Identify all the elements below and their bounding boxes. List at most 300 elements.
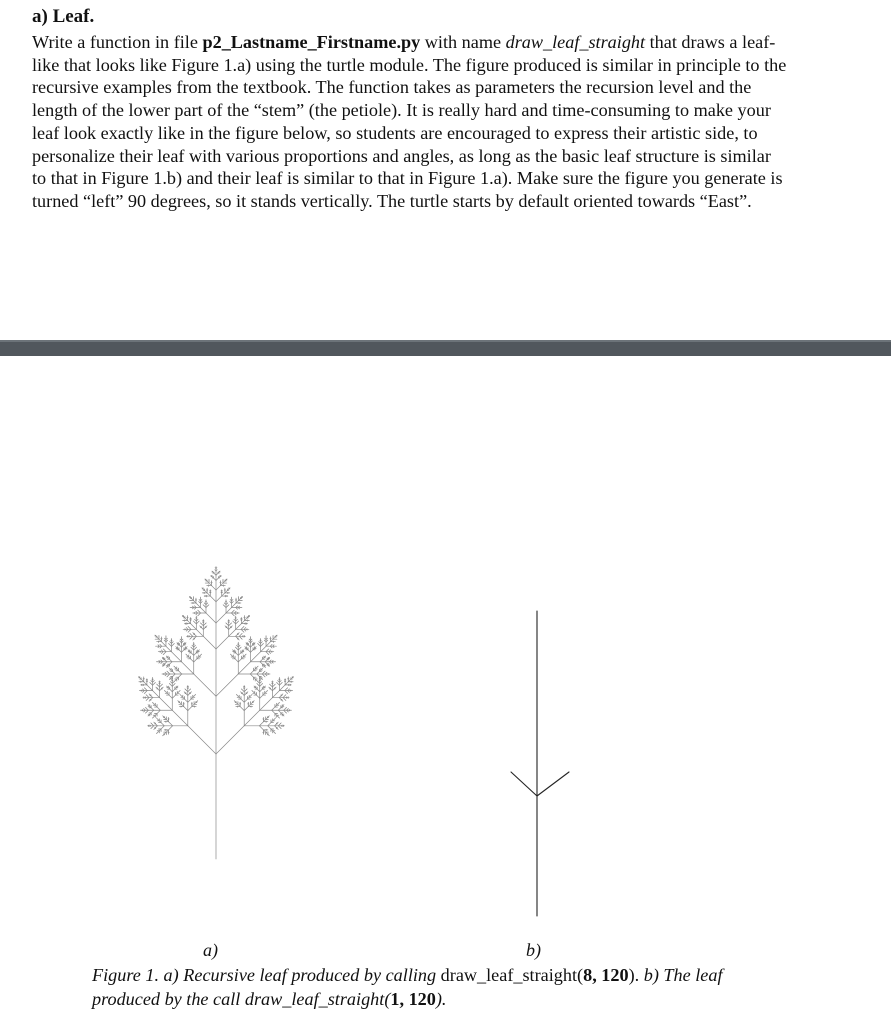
leaf-stroke — [190, 639, 191, 640]
figure-caption — [92, 963, 872, 1011]
leaf-stroke — [185, 643, 186, 644]
leaf-stroke — [246, 643, 247, 644]
leaf-stroke — [278, 680, 279, 681]
leaf-stroke — [262, 668, 263, 669]
leaf-stroke — [180, 694, 181, 695]
leaf-stroke — [232, 626, 233, 627]
leaf-stroke — [244, 710, 260, 726]
arguments-text: 1, 120 — [390, 989, 436, 1009]
leaf-stroke — [193, 621, 194, 622]
leaf-stroke — [282, 694, 283, 695]
leaf-stroke — [216, 613, 226, 623]
leaf-stroke — [199, 650, 200, 651]
leaf-stroke — [192, 645, 193, 646]
leaf-stroke — [161, 653, 162, 654]
leaf-stroke — [186, 654, 187, 655]
leaf-stroke — [190, 633, 191, 634]
leaf-stroke — [275, 684, 276, 685]
leaf-stroke — [244, 699, 247, 702]
leaf-stroke — [216, 596, 222, 602]
text-run: ). — [435, 989, 447, 1009]
leaf-stroke — [234, 619, 235, 620]
leaf-stroke — [144, 709, 145, 710]
leaf-stroke — [271, 647, 272, 648]
paragraph-line-5: leaf look exactly like in the figure below, so students are encouraged to express their artistic side, to — [32, 122, 758, 143]
leaf-stroke — [283, 705, 284, 706]
leaf-stroke — [281, 680, 282, 681]
leaf-stroke — [206, 626, 207, 627]
leaf-stroke — [157, 710, 160, 713]
leaf-stroke — [260, 698, 273, 711]
leaf-stroke — [225, 590, 228, 593]
leaf-stroke — [255, 643, 256, 644]
leaf-stroke — [207, 593, 210, 596]
leaf-stroke — [194, 606, 195, 607]
leaf-stroke — [156, 733, 157, 734]
leaf-stroke — [257, 681, 258, 682]
caption-line-2 — [92, 987, 872, 1011]
leaf-stroke — [289, 689, 290, 690]
leaf-stroke — [222, 593, 225, 596]
leaf-stroke — [250, 671, 253, 674]
leaf-stroke — [169, 643, 170, 644]
leaf-stroke — [174, 643, 175, 644]
leaf-stroke — [242, 633, 243, 634]
leaf-stroke — [172, 689, 175, 692]
leaf-stroke — [167, 676, 168, 677]
leaf-stroke — [196, 647, 197, 648]
leaf-stroke — [162, 687, 163, 688]
leaf-stroke — [245, 647, 246, 648]
leaf-stroke — [166, 646, 172, 652]
leaf-stroke — [282, 682, 283, 683]
leaf-stroke — [271, 660, 272, 661]
leaf-stroke — [154, 722, 155, 723]
leaf-stroke — [216, 636, 229, 649]
leaf-stroke — [252, 690, 253, 691]
leaf-stroke — [195, 645, 196, 646]
leaf-stroke — [161, 642, 166, 647]
leaf-stroke — [178, 701, 179, 702]
leaf-stroke — [149, 700, 150, 701]
leaf-stroke — [267, 640, 268, 641]
leaf-stroke — [257, 689, 260, 692]
leaf-stroke — [188, 726, 216, 754]
leaf-stroke — [232, 603, 237, 608]
leaf-stroke — [274, 647, 275, 648]
leaf-stroke — [197, 701, 198, 702]
leaf-stroke — [151, 723, 152, 724]
leaf-stroke — [269, 666, 270, 667]
leaf-stroke — [223, 605, 224, 606]
leaf-stroke — [248, 650, 251, 653]
leaf-stroke — [171, 682, 172, 683]
leaf-stroke — [167, 638, 168, 639]
leaf-stroke — [263, 643, 264, 644]
leaf-stroke — [243, 626, 244, 627]
leaf-stroke — [281, 728, 282, 729]
leaf-stroke — [185, 689, 186, 690]
leaf-stroke — [152, 702, 153, 703]
leaf-stroke — [162, 684, 163, 685]
leaf-stroke — [251, 652, 261, 662]
leaf-stroke — [268, 723, 271, 726]
leaf-stroke — [262, 642, 263, 643]
leaf-stroke — [260, 662, 263, 665]
leaf-stroke — [200, 626, 201, 627]
leaf-stroke — [271, 639, 273, 641]
leaf-stroke — [262, 679, 263, 680]
leaf-stroke — [268, 649, 269, 650]
leaf-stroke — [257, 674, 260, 677]
leaf-stroke — [197, 619, 198, 620]
leaf-stroke — [203, 605, 204, 606]
leaf-stroke — [181, 662, 193, 674]
leaf-stroke — [169, 726, 173, 730]
leaf-stroke — [188, 707, 192, 711]
leaf-stroke — [207, 603, 208, 604]
leaf-stroke — [159, 639, 161, 641]
leaf-stroke — [196, 614, 197, 615]
leaf-stroke — [175, 683, 176, 684]
leaf-stroke — [279, 685, 285, 691]
leaf-stroke — [236, 694, 237, 695]
leaf-stroke — [190, 689, 191, 690]
leaf-stroke — [169, 722, 173, 726]
leaf-stroke — [244, 707, 248, 711]
leaf-stroke — [163, 654, 164, 655]
leaf-stroke — [238, 639, 239, 640]
leaf-stroke — [163, 649, 164, 650]
leaf-stroke — [154, 729, 155, 730]
leaf-stroke — [198, 610, 199, 611]
leaf-stroke — [174, 681, 175, 682]
text-run: with name — [420, 32, 506, 52]
leaf-stroke — [275, 718, 276, 719]
leaf-stroke — [267, 638, 268, 639]
leaf-stroke — [235, 647, 236, 648]
leaf-stroke — [166, 656, 167, 657]
leaf-stroke — [238, 621, 239, 622]
leaf-stroke — [157, 684, 158, 685]
leaf-stroke — [191, 624, 197, 630]
leaf-stroke — [256, 647, 257, 648]
leaf-stroke — [164, 640, 165, 641]
leaf-stroke — [158, 645, 159, 646]
leaf-stroke — [150, 682, 151, 683]
leaf-stroke — [151, 680, 152, 681]
leaf-stroke — [257, 695, 260, 698]
leaf-stroke — [142, 692, 143, 693]
leaf-stroke — [157, 707, 160, 710]
leaf-stroke — [268, 654, 269, 655]
leaf-stroke — [287, 688, 288, 689]
leaf-stroke — [169, 695, 172, 698]
leaf-stroke — [230, 654, 231, 655]
leaf-stroke — [171, 652, 181, 662]
leaf-stroke — [243, 650, 244, 651]
leaf-stroke — [251, 694, 252, 695]
paragraph-line-4: length of the lower part of the “stem” (the petiole). It is really hard and time-consuming to make your — [32, 100, 771, 121]
leaf-stroke — [156, 687, 157, 688]
leaf-stroke — [233, 650, 234, 651]
leaf-stroke — [279, 702, 280, 703]
leaf-stroke — [251, 650, 254, 653]
paragraph-line-8: turned “left” 90 degrees, so it stands vertically. The turtle starts by default oriented towards “East”. — [32, 190, 752, 211]
leaf-stroke — [286, 707, 287, 708]
leaf-stroke — [169, 679, 170, 680]
leaf-stroke — [144, 682, 147, 685]
arguments-text: 8, 120 — [583, 965, 629, 985]
leaf-stroke — [154, 680, 155, 681]
leaf-stroke — [236, 600, 238, 602]
leaf-stroke — [224, 603, 225, 604]
leaf-stroke — [285, 695, 286, 696]
leaf-stroke — [191, 659, 194, 662]
leaf-stroke — [236, 653, 239, 656]
leaf-stroke — [235, 659, 238, 662]
leaf-stroke — [237, 645, 238, 646]
leaf-stroke — [188, 650, 189, 651]
leaf-stroke — [186, 630, 187, 631]
leaf-stroke — [167, 640, 168, 641]
leaf-stroke — [277, 729, 278, 730]
leaf-stroke — [233, 621, 234, 622]
leaf-stroke — [259, 642, 260, 643]
leaf-stroke — [268, 726, 271, 729]
leaf-stroke — [152, 718, 153, 719]
leaf-stroke — [249, 641, 250, 642]
section-heading: a) Leaf. — [32, 6, 95, 27]
leaf-stroke — [247, 692, 248, 693]
leaf-stroke — [183, 641, 184, 642]
leaf-stroke — [179, 650, 182, 653]
leaf-stroke — [151, 708, 154, 711]
leaf-stroke — [210, 596, 216, 602]
figure-label-a: a) — [203, 940, 218, 960]
leaf-stroke — [145, 713, 146, 714]
leaf-stroke — [184, 692, 185, 693]
leaf-stroke — [270, 650, 271, 651]
leaf-stroke — [243, 632, 244, 633]
leaf-stroke — [216, 578, 219, 581]
leaf-stroke — [160, 644, 161, 645]
leaf-stroke — [237, 619, 238, 620]
leaf-stroke — [216, 674, 238, 696]
leaf-stroke — [264, 676, 265, 677]
leaf-stroke — [162, 666, 163, 667]
leaf-stroke — [274, 645, 275, 646]
leaf-stroke — [184, 707, 188, 711]
paragraph-line-2: like that looks like Figure 1.a) using the turtle module. The figure produced is similar in principle to the — [32, 54, 787, 75]
leaf-stroke — [233, 601, 234, 602]
leaf-stroke — [236, 611, 237, 612]
paragraph-line-6: personalize their leaf with various proportions and angles, as long as the basic leaf structure is similar — [32, 145, 771, 166]
leaf-stroke — [242, 639, 243, 640]
leaf-stroke — [253, 701, 254, 702]
leaf-stroke — [173, 674, 176, 677]
leaf-stroke — [282, 700, 283, 701]
leaf-stroke — [245, 618, 248, 621]
leaf-stroke — [173, 642, 174, 643]
leaf-stroke — [145, 707, 146, 708]
leaf-stroke — [194, 609, 195, 610]
function-name-text: draw_leaf_straight — [505, 32, 646, 52]
leaf-stroke — [199, 621, 200, 622]
figure-label-b: b) — [526, 940, 541, 960]
leaf-stroke — [167, 671, 168, 672]
leaf-stroke — [221, 583, 223, 585]
leaf-stroke — [153, 691, 160, 698]
leaf-stroke — [270, 684, 271, 685]
leaf-stroke — [211, 586, 216, 591]
leaf-stroke — [231, 623, 232, 624]
leaf-stroke — [191, 653, 194, 656]
leaf-stroke — [287, 693, 288, 694]
leaf-stroke — [179, 674, 182, 677]
leaf-stroke — [176, 647, 177, 648]
leaf-stroke — [289, 692, 290, 693]
leaf-stroke — [241, 699, 244, 702]
leaf-stroke — [196, 629, 203, 636]
leaf-stroke — [179, 671, 182, 674]
leaf-stroke — [147, 685, 153, 691]
leaf-stroke — [201, 654, 202, 655]
leaf-stroke — [191, 692, 192, 693]
leaf-stroke — [193, 639, 194, 640]
leaf-stroke — [265, 638, 266, 639]
leaf-stroke — [188, 632, 189, 633]
leaf-stroke — [511, 772, 537, 796]
leaf-stroke — [261, 646, 267, 652]
text-run: that draws a leaf- — [645, 32, 776, 52]
leaf-stroke — [237, 609, 238, 610]
leaf-stroke — [155, 682, 156, 683]
paragraph-line-7: to that in Figure 1.b) and their leaf is similar to that in Figure 1.a). Make sure the figure you generate is — [32, 168, 783, 189]
leaf-stroke — [257, 683, 258, 684]
leaf-stroke — [163, 735, 164, 736]
leaf-stroke — [266, 675, 267, 676]
leaf-stroke — [237, 606, 238, 607]
leaf-stroke — [205, 590, 208, 593]
filename-text: p2_Lastname_Firstname.py — [202, 32, 421, 52]
leaf-stroke — [151, 728, 152, 729]
leaf-stroke — [141, 679, 144, 682]
leaf-stroke — [195, 619, 196, 620]
leaf-stroke — [216, 726, 244, 754]
leaf-stroke — [245, 630, 246, 631]
leaf-stroke — [278, 710, 281, 713]
leaf-stroke — [156, 718, 157, 719]
leaf-stroke — [174, 666, 175, 667]
leaf-stroke — [241, 692, 242, 693]
leaf-stroke — [257, 666, 258, 667]
text-run: draw_leaf_straight( — [440, 965, 584, 985]
leaf-stroke — [241, 689, 242, 690]
leaf-stroke — [279, 718, 280, 719]
leaf-stroke — [259, 722, 263, 726]
leaf-stroke — [228, 605, 229, 606]
leaf-stroke — [144, 688, 145, 689]
leaf-stroke — [206, 613, 216, 623]
leaf-stroke — [240, 707, 244, 711]
leaf-stroke — [272, 710, 275, 713]
leaf-stroke — [206, 623, 207, 624]
leaf-stroke — [161, 660, 162, 661]
leaf-stroke — [288, 709, 289, 710]
leaf-stroke — [146, 700, 147, 701]
leaf-stroke — [245, 628, 246, 629]
leaf-stroke — [257, 671, 260, 674]
leaf-stroke — [270, 653, 271, 654]
leaf-stroke — [142, 689, 143, 690]
leaf-stroke — [199, 601, 200, 602]
leaf-stroke — [269, 657, 270, 658]
leaf-stroke — [191, 647, 192, 648]
leaf-stroke — [149, 694, 150, 695]
leaf-stroke — [204, 603, 205, 604]
leaf-stroke — [285, 682, 288, 685]
leaf-stroke — [260, 689, 263, 692]
leaf-stroke — [181, 650, 184, 653]
figure-area — [0, 356, 891, 946]
leaf-stroke — [202, 601, 203, 602]
page-divider — [0, 340, 891, 356]
leaf-stroke — [186, 628, 187, 629]
leaf-stroke — [193, 633, 194, 634]
leaf-stroke — [148, 705, 149, 706]
leaf-stroke — [144, 693, 145, 694]
leaf-stroke — [185, 618, 188, 621]
leaf-stroke — [265, 667, 266, 668]
simple-leaf-b — [511, 611, 569, 916]
leaf-stroke — [180, 690, 181, 691]
leaf-stroke — [285, 700, 286, 701]
leaf-stroke — [177, 643, 178, 644]
leaf-stroke — [200, 623, 201, 624]
leaf-stroke — [230, 601, 231, 602]
text-run: b) The leaf — [643, 965, 723, 985]
leaf-stroke — [198, 615, 199, 616]
leaf-stroke — [165, 675, 166, 676]
leaf-stroke — [173, 671, 176, 674]
text-run: Figure 1. a) Recursive leaf produced by calling — [92, 965, 441, 985]
leaf-stroke — [158, 647, 159, 648]
leaf-stroke — [269, 687, 270, 688]
instructions-paragraph — [32, 31, 874, 213]
leaf-stroke — [246, 689, 247, 690]
leaf-stroke — [226, 607, 232, 613]
leaf-stroke — [267, 690, 268, 691]
leaf-stroke — [259, 726, 263, 730]
leaf-stroke — [160, 647, 161, 648]
leaf-stroke — [277, 682, 278, 683]
leaf-stroke — [188, 626, 189, 627]
leaf-stroke — [194, 653, 197, 656]
leaf-stroke — [208, 605, 209, 606]
leaf-stroke — [254, 686, 255, 687]
leaf-stroke — [239, 645, 240, 646]
leaf-stroke — [271, 644, 272, 645]
leaf-stroke — [165, 638, 166, 639]
leaf-stroke — [194, 659, 197, 662]
leaf-stroke — [236, 624, 242, 630]
leaf-stroke — [281, 723, 282, 724]
leaf-stroke — [167, 686, 168, 687]
leaf-stroke — [161, 726, 164, 729]
recursive-leaf-a — [139, 567, 294, 859]
leaf-stroke — [161, 663, 162, 664]
